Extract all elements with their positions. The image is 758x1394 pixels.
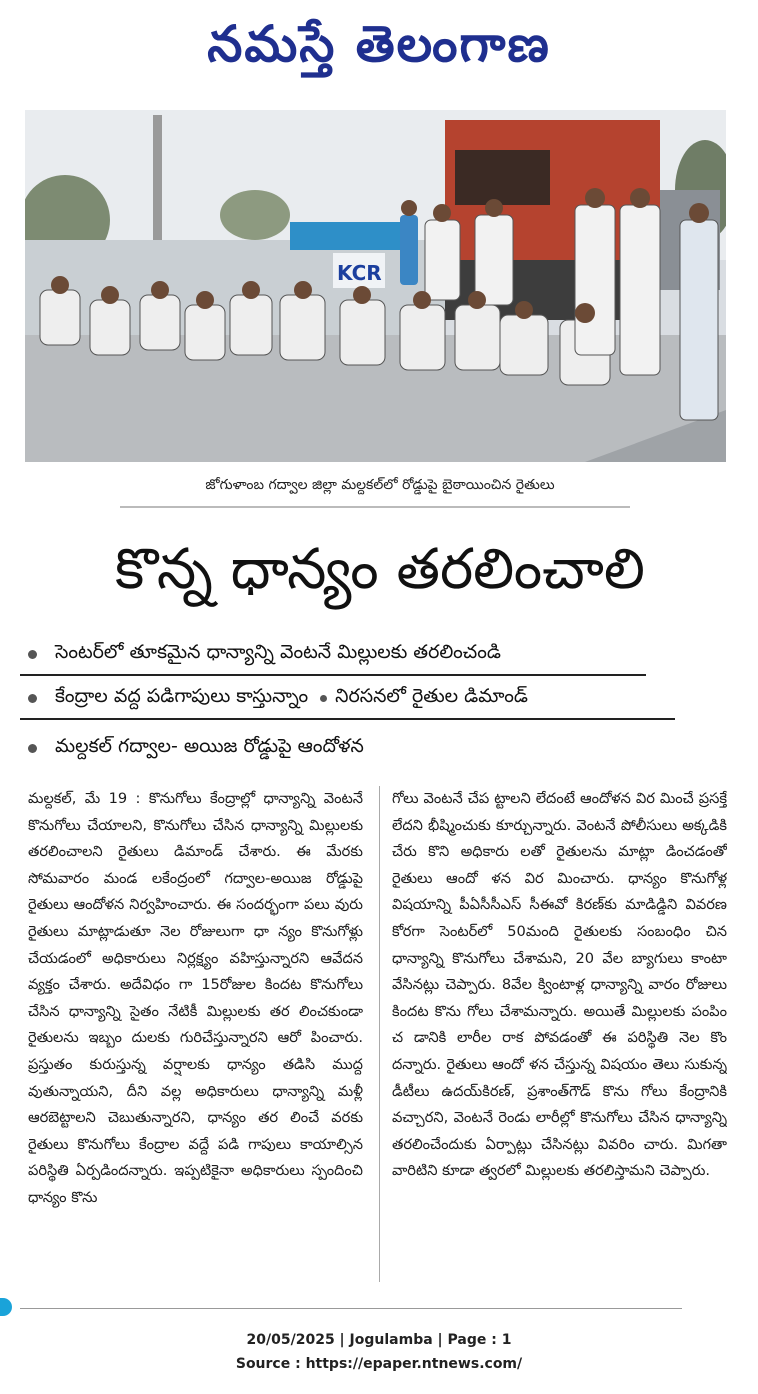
news-photo — [25, 110, 726, 462]
article-column-2: గోలు వెంటనే చేప ట్టాలని లేదంటే ఆందోళన విర మించే ప్రసక్తే లేదని భీష్మించుకు కూర్చున్నారు. వెంటనే పోలీసులు అక్కడికి చేరు కొని అధికారు లతో రైతులను మాట్లా డించడంతో రైతులు ఆందో ళన విర మించారు. ధాన్యం కొనుగోళ్ల విషయాన్ని పీఏసీసీఎస్ సీఈవో కిరణ్‌కు మాడిడ్డిని వివరణ కోరగా సెంటర్‌లో 50మంది రైతులకు సంబంధిం చిన ధాన్యాన్ని కొనుగోలు చేశామని, 20 వేల బ్యాగులు కాంటా వేసినట్లు చెప్పారు. 8వేల క్వింటాళ్ల ధాన్యాన్ని వారం రోజులు కిందట కొను గోలు చేశామన్నారు. అయితే మిల్లులకు పంపిం చ డానికి లారీల రాక పోవడంతో ఈ పరిస్థితి నెల కొం దన్నారు. రైతులు ఆందో ళన చేస్తున్న విషయం తెలు సుకున్న డీటీలు ఉదయ్‌కిరణ్, ప్రశాంత్‌గౌడ్ కొను గోలు కేంద్రానికి వచ్చారని, వెంటనే రెండు లారీల్లో కొనుగోలు చేసిన ధాన్యాన్ని తరలించేందుకు ఏర్పాట్లు చేసినట్లు వివరిం చారు. మిగతా వారిటిని కూడా త్వరలో మిల్లులకు తరలిస్తామని చెప్పారు. — [392, 790, 727, 1180]
photo-caption: జోగుళాంబ గద్వాల జిల్లా మల్దకల్‌లో రోడ్డుపై బైఠాయించిన రైతులు — [205, 477, 555, 493]
bullet-divider — [20, 718, 675, 720]
edition-info: 20/05/2025 | Jogulamba | Page : 1 — [246, 1332, 512, 1348]
footer-divider — [20, 1308, 682, 1309]
bullet-text-secondary: నిరసనలో రైతుల డిమాండ్ — [335, 684, 528, 707]
bullet-text: మల్దకల్ గద్వాల- అయిజ రోడ్డుపై ఆందోళన — [55, 734, 364, 757]
bullet-divider — [20, 674, 646, 676]
article-column-1: మల్దకల్, మే 19 : కొనుగోలు కేంద్రాల్లో ధాన్యాన్ని వెంటనే కొనుగోలు చేయాలని, కొనుగోలు చేసిన ధాన్యాన్ని మిల్లులకు తరలించాలని రైతులు డిమాండ్ చేశారు. ఈ మేరకు సోమవారం మండ లకేంద్రంలో గద్వాల-అయిజ రోడ్డుపై రైతులు ఆందోళన నిర్వహించారు. ఈ సందర్భంగా పలు వురు రైతులు మాట్లాడుతూ నెల రోజులుగా ధా న్యం కొనుగోళ్లు చేయడంలో అధికారులు నిర్లక్ష్యం వహిస్తున్నారని ఆవేదన వ్యక్తం చేశారు. అదేవిధం గా 15రోజుల కిందట కొనుగోలు చేసిన ధాన్యాన్ని సైతం నేటికీ మిల్లులకు తర లించకుండా రైతులను ఇబ్బం దులకు గురిచేస్తున్నారని ఆరో పించారు. ప్రస్తుతం కురుస్తున్న వర్షాలకు ధాన్యం తడిసి ముద్ద వుతున్నాయని, దీని వల్ల అధికారులు ధాన్యాన్ని మళ్లీ ఆరబెట్టాలని చెబుతున్నారని, ధాన్యం తర లించే వరకు రైతులు కొనుగోలు కేంద్రాల వద్దే పడి గాపులు కాయాల్సిన పరిస్థితి ఏర్పడిందన్నారు. ఇప్పటికైనా అధికారులు స్పందించి ధాన్యం కొను — [28, 790, 363, 1206]
bullet-point-3 — [28, 730, 364, 766]
article-headline: కొన్న ధాన్యం తరలించాలి — [115, 537, 645, 602]
source-url[interactable]: Source : https://epaper.ntnews.com/ — [235, 1356, 523, 1372]
newspaper-masthead: నమస్తే తెలంగాణ — [207, 14, 551, 73]
bullet-text: సెంటర్‌లో తూకమైన ధాన్యాన్ని వెంటనే మిల్లులకు తరలించండి — [55, 640, 501, 663]
column-divider — [379, 786, 380, 1282]
page-edge-marker — [0, 1298, 12, 1316]
bullet-point-1 — [28, 636, 501, 672]
caption-divider — [120, 506, 630, 508]
bullet-text: కేంద్రాల వద్ద పడిగాపులు కాస్తున్నాం — [55, 684, 309, 707]
bullet-dot-icon — [28, 694, 37, 703]
bullet-dot-icon — [28, 650, 37, 659]
bullet-point-2 — [28, 680, 528, 716]
bullet-dot-icon — [28, 744, 37, 753]
bullet-dot-icon — [320, 695, 327, 702]
protest-photo-illustration — [25, 110, 726, 462]
kcr-banner-text: KCR — [337, 261, 382, 285]
